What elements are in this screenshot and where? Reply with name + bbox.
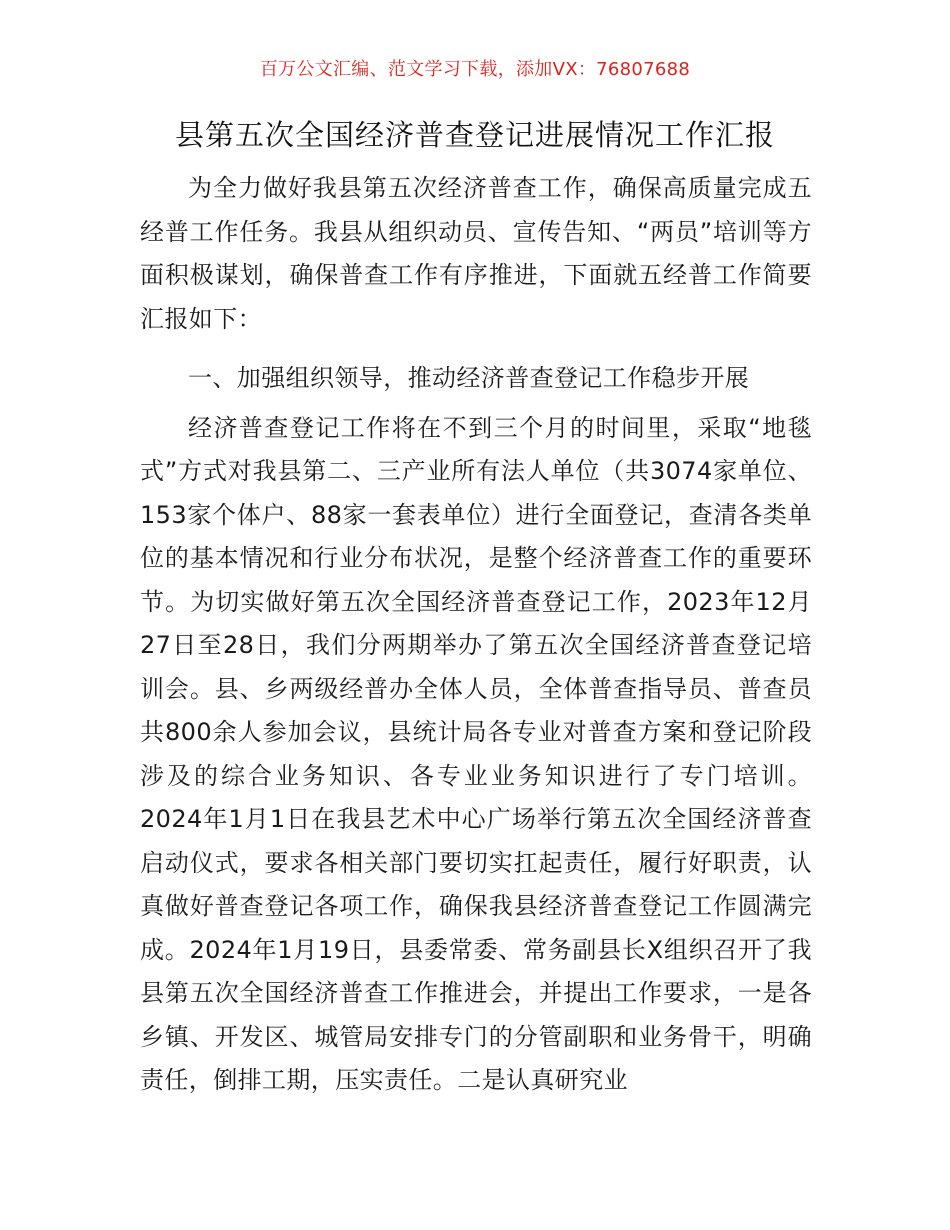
document-body — [140, 167, 812, 1103]
intro-paragraph: 为全力做好我县第五次经济普查工作，确保高质量完成五经普工作任务。我县从组织动员、宣传告知、“两员”培训等方面积极谋划，确保普查工作有序推进，下面就五经普工作简要汇报如下： — [140, 174, 812, 333]
section-heading-1: 一、加强组织领导，推动经济普查登记工作稳步开展 — [188, 364, 750, 392]
document-title: 县第五次全国经济普查登记进展情况工作汇报 — [174, 118, 775, 152]
watermark-text: 百万公文汇编、范文学习下载，添加VX：76807688 — [259, 59, 691, 80]
section-paragraph-1: 经济普查登记工作将在不到三个月的时间里，采取“地毯式”方式对我县第二、三产业所有法人单位（共3074家单位、153家个体户、88家一套表单位）进行全面登记，查清各类单位的基本情况和行业分布状况，是整个经济普查工作的重要环节。为切实做好第五次全国经济普查登记工作，2023年12月27日至28日，我们分两期举办了第五次全国经济普查登记培训会。县、乡两级经普办全体人员，全体普查指导员、普查员共800余人参加会议，县统计局各专业对普查方案和登记阶段涉及的综合业务知识、各专业业务知识进行了专门培训。2024年1月1日在我县艺术中心广场举行第五次全国经济普查启动仪式，要求各相关部门要切实扛起责任，履行好职责，认真做好普查登记各项工作，确保我县经济普查登记工作圆满完成。2024年1月19日，县委常委、常务副县长X组织召开了我县第五次全国经济普查工作推进会，并提出工作要求，一是各乡镇、开发区、城管局安排专门的分管副职和业务骨干，明确责任，倒排工期，压实责任。二是认真研究业 — [140, 413, 812, 1094]
